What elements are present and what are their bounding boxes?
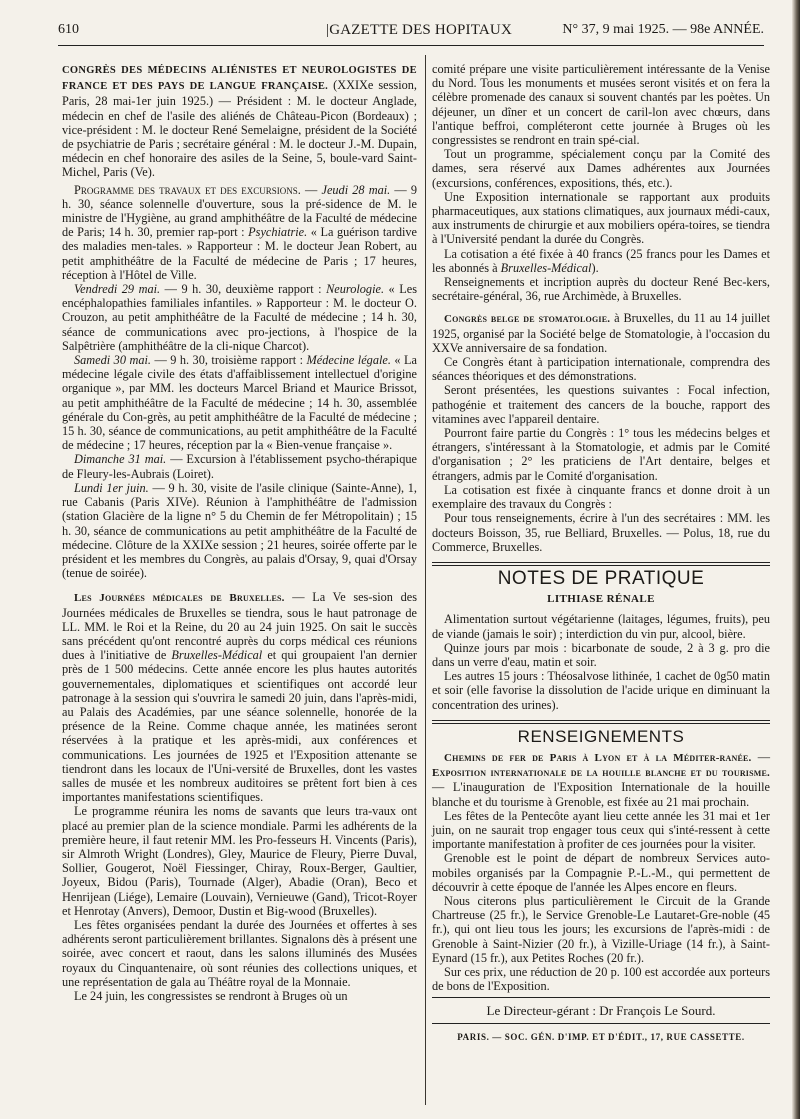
stomato-paragraph-6: Pour tous renseignements, écrire à l'un des secrétaires : MM. les docteurs Boisson, 35, rue Belliard, Bruxelles. — Polus, 18, rue du Commerce, Bruxelles.: [432, 511, 770, 554]
congres-alienistes-title: CONGRÈS DES MÉDECINS ALIÉNISTES ET NEUROLOGISTES DE FRANCE ET DES PAYS DE LANGUE FRANÇAISE.: [62, 65, 417, 93]
bruges-paragraph-start: Le 24 juin, les congressistes se rendront à Bruges où un: [74, 989, 348, 1003]
vendredi-date: Vendredi 29 mai.: [74, 282, 161, 297]
samedi-paragraph: [62, 353, 417, 452]
renseignements-title: RENSEIGNEMENTS: [517, 726, 685, 746]
director-signature: Le Directeur-gérant : Dr François Le Sourd.: [486, 1003, 716, 1019]
neurologie-label: Neurologie.: [326, 282, 385, 297]
vendredi-text: — 9 h. 30, deuxième rapport :: [160, 282, 327, 297]
journees-title: Les Journées médicales de Bruxelles.: [74, 592, 285, 605]
stomato-paragraph-2: Ce Congrès étant à participation internationale, comprendra des séances théoriques et des démonstrations.: [432, 355, 770, 384]
cotisation-paragraph: [432, 247, 770, 275]
congres-alienistes-intro: (XXIXe session, Paris, 28 mai-1er juin 1925.) — Président : M. le docteur Anglade, médecin en chef de l'asile des aliénés de Château-Picon (Bordeaux) ; vice-président : M. le docteur René Semelaigne, président de la Société de psychiatrie de Paris ; secrétaire général : M. le docteur J.-M. Dupain, médecin en chef honoraire des asiles de la Seine, 5, boule-vard Saint-Michel, Paris (Ve).: [62, 78, 417, 180]
page-number: 610: [58, 22, 79, 37]
chemins-paragraph: Chemins de fer de Paris à Lyon et à la Méditer-ranée. — Exposition internationale de la houille blanche et du tourisme. — L'inauguration de l'Exposition Internationale de la houille blanche et du tourisme à Grenoble, est fixée au 21 mai prochain.: [432, 749, 770, 809]
jeudi-paragraph: Programme des travaux et des excursions. — Jeudi 28 mai. — 9 h. 30, séance solennelle d'ouverture, sous la pré-sidence de M. le ministre de l'Hygiène, au grand amphithéâtre de la Faculté de médecine de Paris; 14 h. 30, premier rap-port : Psychiatrie. « La guérison tardive des maladies men-tales. » Rapporteur : M. le docteur Jean Robert, au petit amphithéâtre de la Faculté de médecine de Paris ; 17 heures, réception à l'Hôtel de Ville.: [62, 182, 418, 282]
lithiase-paragraph-3: Les autres 15 jours : Théosalvose lithinée, 1 cachet de 0g50 matin et soir (elle favorise la dissolution de l'acide urique en diminuant la concentration des urines).: [432, 669, 770, 712]
lithiase-paragraph-1: Alimentation surtout végétarienne (laitages, légumes, fruits), peu de viande (jamais le soir) ; interdiction du vin pur, alcool, bière.: [432, 612, 770, 641]
psychiatrie-label: Psychiatrie.: [248, 225, 308, 240]
renseignements-paragraph: Renseignements et incription auprès du docteur René Bec-kers, secrétaire-général, 36, rue Archimède, à Bruxelles.: [432, 275, 770, 304]
signature-rule: [432, 997, 770, 998]
cotisation-journal: Bruxelles-Médical: [500, 260, 592, 275]
grenoble-paragraph: Grenoble est le point de départ de nombreux Services auto-mobiles organisés par la Compagnie P.-L.-M., qui permettent de découvrir à cette époque de l'année les Alpes encore en fleurs.: [432, 851, 770, 894]
printer-rule: [432, 1023, 770, 1024]
lithiase-title: LITHIASE RÉNALE: [547, 593, 655, 606]
programme-label: Programme des travaux et des excursions.: [74, 182, 301, 197]
dimanche-date: Dimanche 31 mai.: [74, 452, 167, 467]
lundi-text: — 9 h. 30, visite de l'asile clinique (Sainte-Anne), 1, rue Cabanis (Paris XIVe). Réunion à l'amphithéâtre de l'admission (station Glacière de la ligne n° 5 du Chemin de fer Métropolitain) ; 15 h. 30, séance de communications au petit amphithéâtre de la Faculté de médecine. Clôture de la XXIXe session ; 21 heures, soirée offerte par le président et les membres du Congrès, au palais d'Orsay, 9, quai d'Orsay (tenue de soirée).: [62, 480, 417, 581]
samedi-date: Samedi 30 mai.: [74, 353, 151, 368]
section-rule: [432, 562, 770, 566]
jeudi-text: — 9 h. 30, séance solennelle d'ouverture, sous la pré-sidence de M. le ministre de l'Hygiène, au grand amphithéâtre de la Faculté de médecine de Paris; 14 h. 30, premier rap-port :: [62, 182, 417, 240]
stomato-paragraph-3: Seront présentées, les questions suivantes : Focal infection, pathogénie et traitement des cancers de la bouche, rapport des vitamines avec l'appareil dentaire.: [432, 383, 770, 426]
lundi-paragraph: [62, 481, 417, 580]
cotisation-text: La cotisation a été fixée à 40 francs (25 francs pour les Dames et les abonnés à: [432, 246, 770, 275]
vendredi-paragraph: [62, 282, 417, 353]
journees-text: — La Ve ses-sion des Journées médicales de Bruxelles se tiendra, sous le haut patronage de LL. MM. le Roi et la Reine, du 20 au 24 juin 1925. On sait le succès sans précédent qu'ont rencontré auprès du corps médical ces réunions dues à l'initiative de: [62, 590, 417, 663]
stomato-text: à Bruxelles, du 11 au 14 juillet 1925, organisé par la Société belge de Stomatologie, à l'occasion du XXVe anniversaire de sa fondation.: [432, 311, 770, 355]
reduction-paragraph: Sur ces prix, une réduction de 20 p. 100 est accordée aux porteurs de bons de l'Exposition.: [432, 964, 770, 994]
stomato-paragraph-5: La cotisation est fixée à cinquante francs et donne droit à un exemplaire des travaux du Congrès :: [432, 482, 770, 512]
left-column: [62, 62, 417, 1003]
page-header: [58, 20, 764, 44]
exposition-paragraph: Une Exposition internationale se rapportant aux produits pharmaceutiques, aux stations climatiques, aux journaux médi-caux, aux instruments de chirurgie et aux mobiliers opéra-toires, se tiendra à l'Université pendant la durée du Congrès.: [432, 189, 770, 247]
bruges-paragraph-continued: comité prépare une visite particulièrement intéressante de la Venise du Nord. Tous les monuments et musées seront visités et on fera la célèbre promenade des canaux si souvent chantés par les poètes. Un déjeuner, un dîner et un concert de caril-lon avec chœurs, dans l'antique beffroi, compléteront cette journée à Bruges où les congressistes se rendront en train spé-cial.: [432, 62, 770, 148]
stomato-paragraph-4: Pourront faire partie du Congrès : 1° tous les médecins belges et étrangers, s'intéressant à la Stomatologie, et admis par le Comité d'organisation ; 2° les praticiens de l'Art dentaire, belges et étrangers, admis par le Comité d'organisation.: [432, 426, 770, 483]
issue-info: N° 37, 9 mai 1925. — 98e ANNÉE.: [562, 22, 764, 37]
notes-de-pratique-title: NOTES DE PRATIQUE: [497, 567, 705, 589]
expo-houille-label: Exposition internationale de la houille blanche et du tourisme.: [432, 767, 770, 780]
chemins-text: — L'inauguration de l'Exposition Internationale de la houille blanche et du tourisme à Grenoble, est fixée au 21 mai prochain.: [432, 780, 770, 809]
medecine-legale-label: Médecine légale.: [306, 353, 391, 368]
chemins-title: Chemins de fer de Paris à Lyon et à la Méditer-ranée.: [444, 751, 752, 764]
jeudi-date: Jeudi 28 mai.: [321, 182, 391, 197]
cotisation-end: ).: [591, 260, 599, 275]
dimanche-text: — Excursion à l'établissement psycho-thérapique de Fleury-les-Aubrais (Loiret).: [62, 452, 417, 481]
bruxelles-medical-label: Bruxelles-Médical: [171, 648, 263, 663]
pentecote-paragraph: Les fêtes de la Pentecôte ayant lieu cette année les 31 mai et 1er juin, on ne saurait trop engager tous ceux qui s'inté-ressent à cette importante manifestation à profiter de ces journées pour la visiter.: [432, 808, 770, 852]
congres-alienistes-paragraph: [62, 62, 417, 180]
column-divider: [425, 55, 426, 1105]
jeudi-text-2: « La guérison tardive des maladies men-tales. » Rapporteur : M. le docteur Jean Robert, au petit amphithéâtre de la Faculté de médecine de Paris ; 17 heures, réception à l'Hôtel de Ville.: [62, 225, 418, 282]
dimanche-paragraph: [62, 452, 417, 480]
lithiase-paragraph-2: Quinze jours par mois : bicarbonate de soude, 2 à 3 g. pro die dans un verre d'eau, matin et soir.: [432, 640, 770, 669]
printer-footer: PARIS. — SOC. GÉN. D'IMP. ET D'ÉDIT., 17, RUE CASSETTE.: [457, 1031, 745, 1042]
journees-paragraph: [62, 590, 417, 804]
header-rule: [58, 45, 764, 46]
journal-title: |GAZETTE DES HOPITAUX: [326, 22, 512, 38]
circuits-paragraph: Nous citerons plus particulièrement le Circuit de la Grande Chartreuse (25 fr.), le Service Grenoble-Le Lautaret-Gre-noble (45 fr.), qui ont lieu tous les jours; les excursions de l'après-midi : de Grenoble à Saint-Nizier (20 fr.), à Vizille-Uriage (14 fr.), à Saint-Eynard (15 fr.), aux Petites Roches (20 fr.).: [432, 893, 770, 965]
vendredi-text-2: « Les encéphalopathies familiales infantiles. » Rapporteur : M. le docteur O. Crouzon, au petit amphithéâtre de la Faculté de médecine ; 14 h. 30, séance de communications avec pro-jections, à l'hospice de la Salpêtrière (amphithéâtre de la cli-nique Charcot).: [62, 282, 417, 353]
page-edge-shadow: [792, 0, 800, 1119]
section-rule-2: [432, 720, 770, 724]
samedi-text-2: « La médecine légale civile des états d'affaiblissement intellectuel d'origine organique », par MM. les docteurs Marcel Briand et Maurice Brissot, au petit amphithéâtre de la Faculté de médecine ; 14 h. 30, assemblée générale du Con-grès, au petit amphithéâtre de la Faculté de médecine ; 15 h. 30, séance de communications, au petit amphithéâtre de la Faculté de médecine ; 17 heures, réception par la « Bien-venue française ».: [62, 353, 417, 453]
right-column: [432, 62, 770, 1044]
stomato-title: Congrès belge de stomatologie.: [444, 313, 611, 326]
fetes-paragraph: Les fêtes organisées pendant la durée des Journées et offertes à ses adhérents seront particulièrement brillantes. Signalons dès à présent une soirée, avec concert et raout, dans les salons illuminés des Musées royaux du Cinquantenaire, où sont réunies des collections uniques, et une représentation de gala au Théâtre royal de la Monnaie.: [62, 917, 417, 989]
stomato-paragraph: [432, 311, 770, 355]
samedi-text: — 9 h. 30, troisième rapport :: [150, 353, 307, 368]
programme-paragraph: Le programme réunira les noms de savants que leurs tra-vaux ont placé au premier plan de la science mondiale. Parmi les adhérents de la première heure, il faut retenir MM. les Pro-fesseurs H. Vincents (Paris), sir Almroth Wright (Londres), Gley, Maurice de Fleury, Pierre Duval, Sollier, Gougerot, Noël Fiessinger, Chiray, Roux-Berger, Gaultier, Joyeux, Bidou (Paris), Tournade (Alger), Abadie (Oran), Beco et Henrijean (Liége), Lemaire (Louvain), Vernieuwe (Gand), Tricot-Royer et Henrotay (Anvers), Demoor, Dustin et Big-wood (Bruxelles).: [62, 804, 417, 918]
journees-text-2: et qui groupaient l'an dernier près de 1 500 médecins. Cette année encore les plus hautes autorités gouvernementales, diplomatiques et scientifiques ont accordé leur patronage à la session qui s'ouvrira le samedi 20 juin, dans l'après-midi, au Palais des Académies, par une séance solennelle, honorée de la présence de la Reine. Comme chaque année, les matinées seront réservées à la pratique et les après-midi, aux conférences et communications. Les journées de 1925 et l'Exposition attenante se tiendront dans les locaux de l'Uni-versité de Bruxelles, dont les vastes salles de musée et les nombreux auditoires se prêtent fort bien à ces importantes manifestations scientifiques.: [62, 648, 417, 805]
lundi-date: Lundi 1er juin.: [74, 480, 149, 495]
programme-dames-paragraph: Tout un programme, spécialement conçu par la Comité des dames, sera réservé aux Dames adhérentes aux Journées (excursions, conférences, expositions, thés, etc.).: [432, 147, 770, 190]
